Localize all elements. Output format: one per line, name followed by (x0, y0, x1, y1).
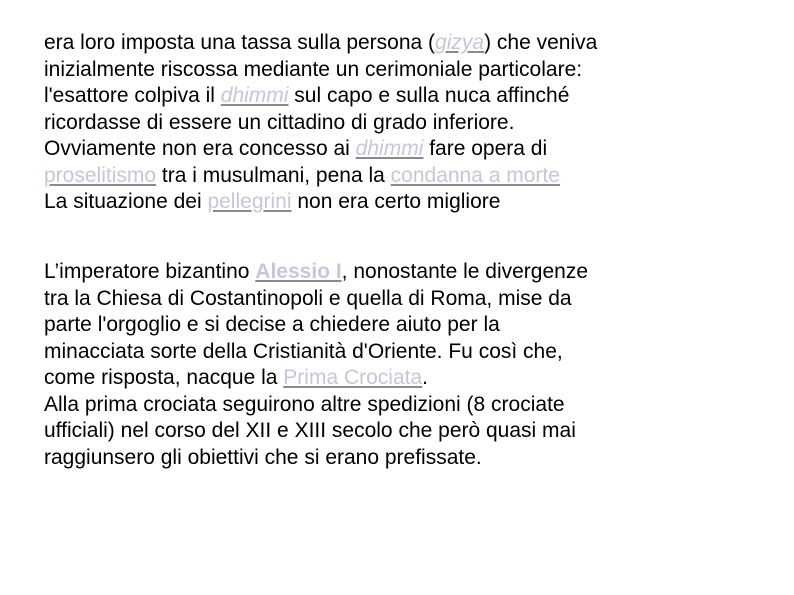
paragraph-proselitismo (44, 136, 764, 189)
paragraph-crociate (44, 392, 764, 472)
text-span: . (422, 366, 429, 389)
paragraph-pellegrini (44, 189, 764, 216)
text-span: L’imperatore bizantino (44, 260, 256, 283)
text-span: tra i musulmani, pena la (156, 163, 391, 187)
text-span: Ovviamente non era concesso ai (44, 137, 356, 160)
paragraph-alessio (44, 259, 764, 392)
link-pellegrini[interactable]: pellegrini (207, 190, 292, 213)
text-span: inizialmente riscossa mediante un cerimoniale particolare: (44, 57, 583, 81)
link-dhimmi[interactable]: dhimmi (220, 84, 289, 107)
link-proselitismo[interactable]: proselitismo (44, 163, 157, 187)
link-prima-crociata[interactable]: Prima Crociata (283, 366, 423, 389)
link-gizya[interactable]: gizya (435, 31, 485, 54)
text-span: come risposta, nacque la (44, 366, 284, 389)
text-span: ricordasse di essere un cittadino di grado inferiore. (44, 110, 515, 134)
text-span: non era certo migliore (291, 190, 501, 213)
text-block-tax (44, 30, 764, 216)
text-span: era loro imposta una tassa sulla persona ( (44, 31, 436, 54)
text-span: tra la Chiesa di Costantinopoli e quella di Roma, mise da (44, 286, 572, 310)
text-span: fare opera di (423, 137, 548, 160)
link-condanna-a-morte[interactable]: condanna a morte (390, 163, 560, 187)
text-block-crusade (44, 259, 764, 471)
text-span: minacciata sorte della Cristianità d'Oriente. Fu così che, (44, 339, 563, 363)
text-span: l'esattore colpiva il (44, 84, 221, 107)
link-alessio-i[interactable]: Alessio I (255, 260, 342, 283)
text-span: ufficiali) nel corso del XII e XIII secolo che però quasi mai (44, 419, 576, 442)
text-span: La situazione dei (44, 190, 208, 213)
text-span: sul capo e sulla nuca affinché (288, 84, 570, 107)
link-dhimmi-2[interactable]: dhimmi (355, 137, 424, 160)
text-span: raggiunsero gli obiettivi che si erano prefissate. (44, 445, 482, 469)
text-span: parte l'orgoglio e si decise a chiedere aiuto per la (44, 313, 500, 336)
text-span: Alla prima crociata seguirono altre spedizioni (8 crociate (44, 392, 565, 416)
text-span: , nonostante le divergenze (341, 260, 589, 283)
text-span: ) che veniva (484, 31, 598, 54)
paragraph-gizya (44, 30, 764, 136)
